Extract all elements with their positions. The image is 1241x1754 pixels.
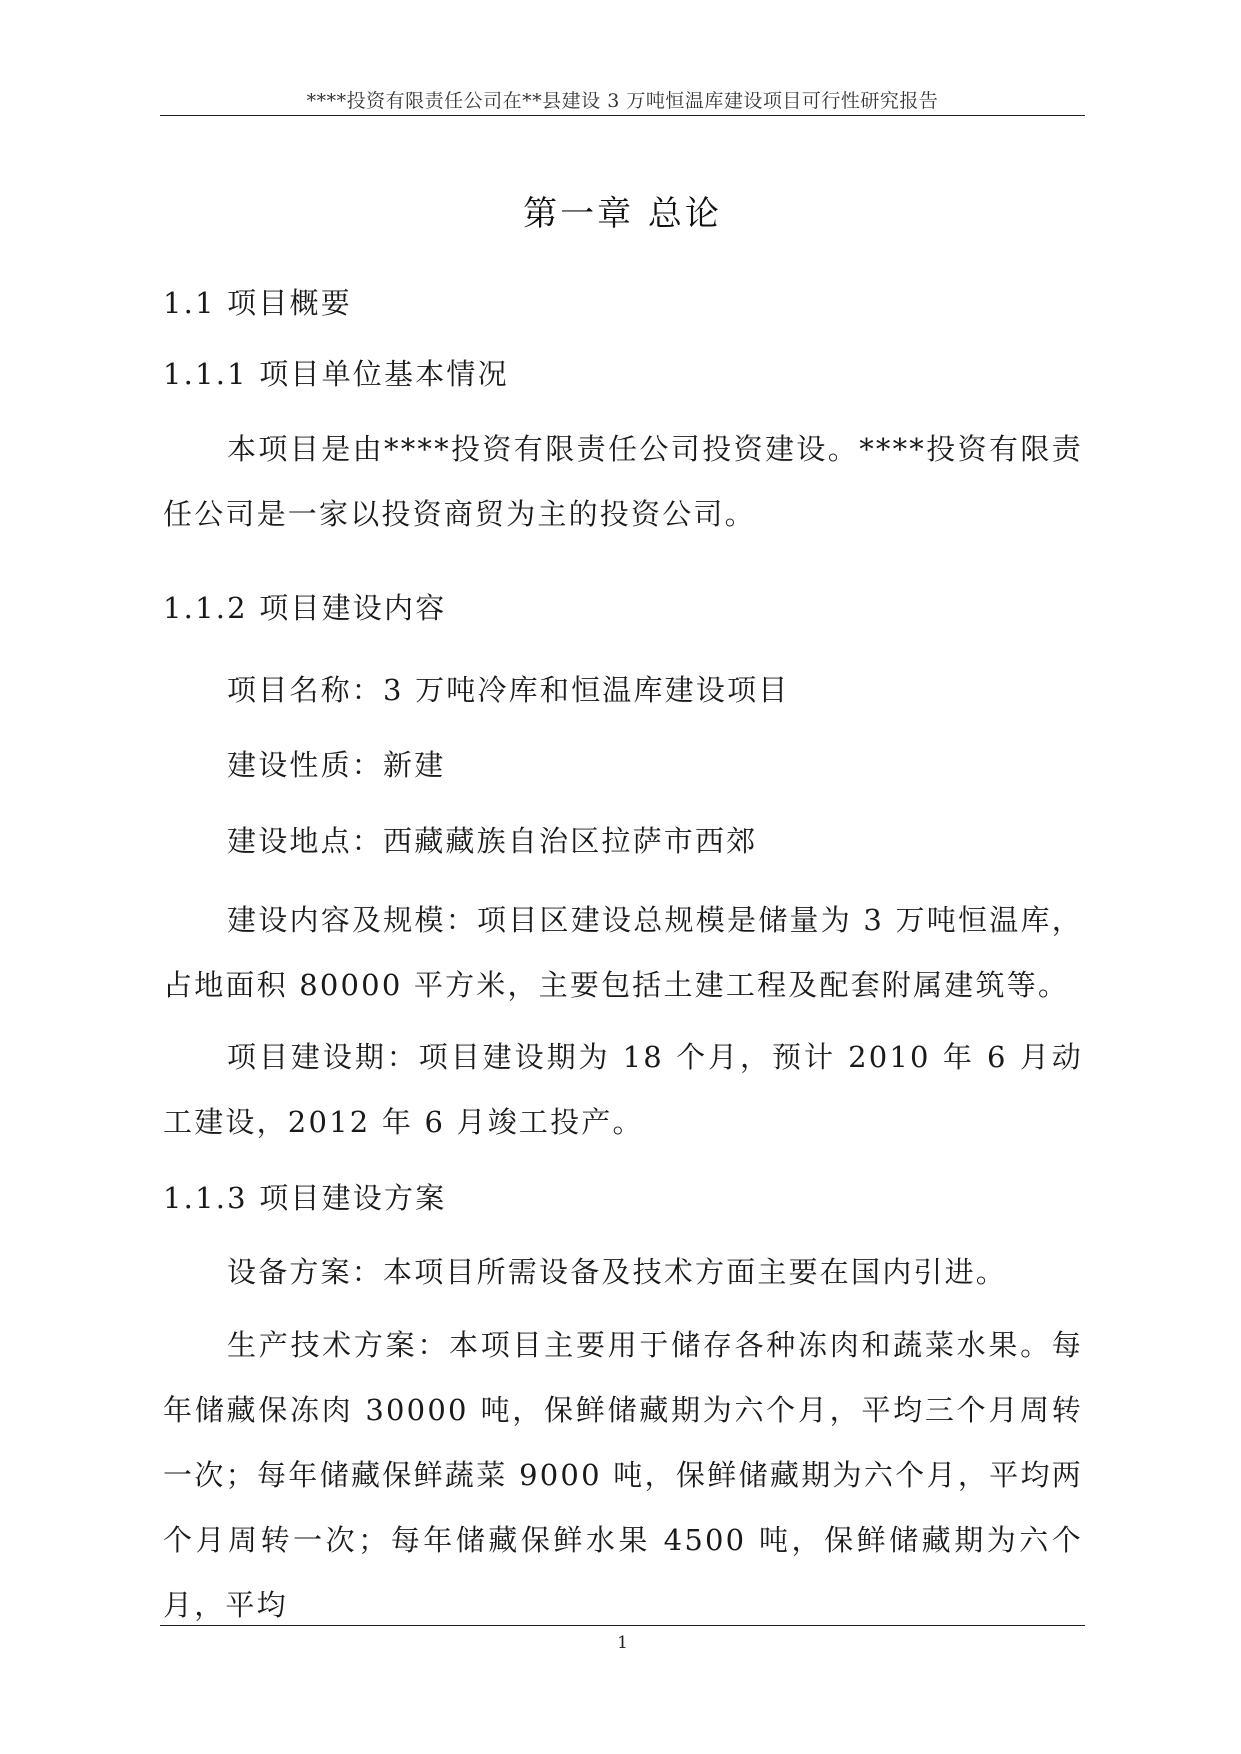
paragraph-construction-period: 项目建设期：项目建设期为 18 个月，预计 2010 年 6 月动工建设，2012 年 6 月竣工投产。 xyxy=(163,1040,1083,1139)
header-rule xyxy=(160,115,1085,116)
paragraph-project-unit: 本项目是由****投资有限责任公司投资建设。****投资有限责任公司是一家以投资商贸为主的投资公司。 xyxy=(163,432,1083,531)
paragraph-construction-scale: 建设内容及规模：项目区建设总规模是储量为 3 万吨恒温库，占地面积 80000 平方米，主要包括土建工程及配套附属建筑等。 xyxy=(163,903,1083,1002)
footer-rule xyxy=(160,1625,1085,1626)
page-number: 1 xyxy=(617,1633,628,1653)
section-heading-1-1: 1.1 项目概要 xyxy=(163,286,352,320)
paragraph-construction-nature: 建设性质：新建 xyxy=(227,748,446,782)
paragraph-equipment-plan: 设备方案：本项目所需设备及技术方面主要在国内引进。 xyxy=(227,1255,1008,1289)
running-header: ****投资有限责任公司在**县建设 3 万吨恒温库建设项目可行性研究报告 xyxy=(306,90,939,112)
chapter-title: 第一章 总论 xyxy=(523,194,722,234)
section-heading-1-1-1: 1.1.1 项目单位基本情况 xyxy=(163,357,509,391)
paragraph-project-name: 项目名称：3 万吨冷库和恒温库建设项目 xyxy=(227,673,790,707)
paragraph-construction-location: 建设地点：西藏藏族自治区拉萨市西郊 xyxy=(227,824,758,858)
paragraph-production-tech-plan: 生产技术方案：本项目主要用于储存各种冻肉和蔬菜水果。每年储藏保冻肉 30000 吨，保鲜储藏期为六个月，平均三个月周转一次；每年储藏保鲜蔬菜 9000 吨，保鲜储藏期为六个月，平均两个月周转一次；每年储藏保鲜水果 4500 吨，保鲜储藏期为六个月，平均 xyxy=(163,1328,1083,1622)
section-heading-1-1-3: 1.1.3 项目建设方案 xyxy=(163,1181,447,1215)
section-heading-1-1-2: 1.1.2 项目建设内容 xyxy=(163,591,447,625)
